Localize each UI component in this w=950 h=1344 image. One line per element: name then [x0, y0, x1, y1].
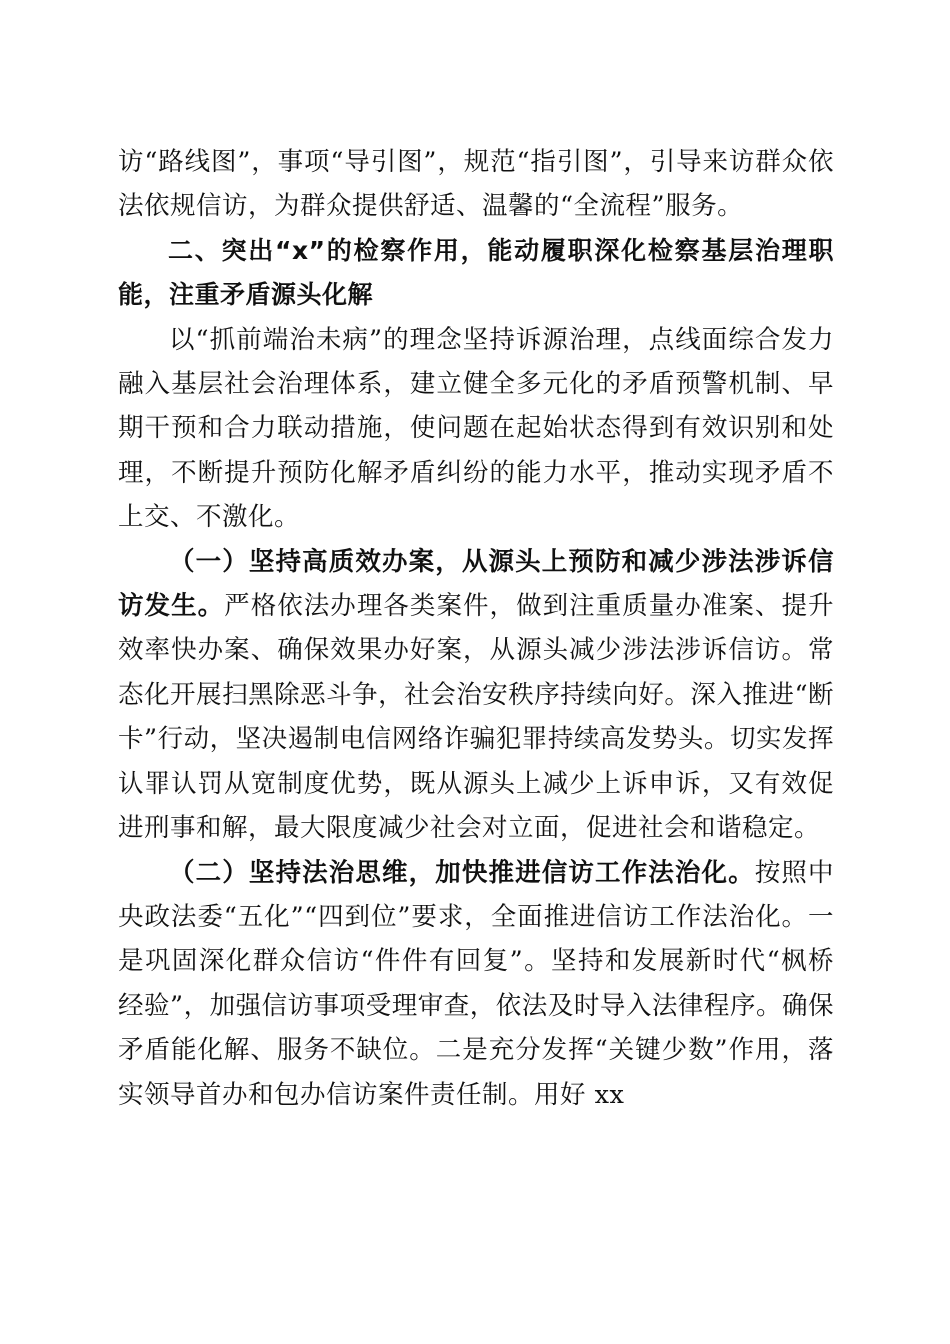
section-heading-two: 二、突出“x”的检察作用，能动履职深化检察基层治理职能，注重矛盾源头化解 [118, 235, 834, 310]
subsection-two-lead: （二）坚持法治思维，加快推进信访工作法治化。 [169, 857, 755, 888]
document-page [118, 140, 834, 1117]
paragraph-subsection-two [118, 851, 834, 1117]
paragraph-section-two-intro: 以“抓前端治未病”的理念坚持诉源治理，点线面综合发力融入基层社会治理体系，建立健全多元化的矛盾预警机制、早期干预和合力联动措施，使问题在起始状态得到有效识别和处理，不断提升预防化解矛盾纠纷的能力水平，推动实现矛盾不上交、不激化。 [118, 324, 834, 533]
paragraph-continued-intro: 访“路线图”，事项“导引图”，规范“指引图”，引导来访群众依法依规信访，为群众提供舒适、温馨的“全流程”服务。 [118, 147, 834, 222]
subsection-one-lead: （一）坚持高质效办案，从源头上预防和减少涉法涉诉信访发生。 [118, 546, 834, 622]
subsection-two-body: 按照中央政法委“五化”“四到位”要求，全面推进信访工作法治化。一是巩固深化群众信访“件件有回复”。坚持和发展新时代“枫桥经验”，加强信访事项受理审查，依法及时导入法律程序。确保矛盾能化解、服务不缺位。二是充分发挥“关键少数”作用，落实领导首办和包办信访案件责任制。用好 xx [118, 857, 834, 1110]
paragraph-subsection-one [118, 540, 834, 851]
subsection-one-body: 严格依法办理各类案件，做到注重质量办准案、提升效率快办案、确保效果办好案，从源头减少涉法涉诉信访。常态化开展扫黑除恶斗争，社会治安秩序持续向好。深入推进“断卡”行动，坚决遏制电信网络诈骗犯罪持续高发势头。切实发挥认罪认罚从宽制度优势，既从源头上减少上诉申诉，又有效促进刑事和解，最大限度减少社会对立面，促进社会和谐稳定。 [118, 591, 834, 844]
